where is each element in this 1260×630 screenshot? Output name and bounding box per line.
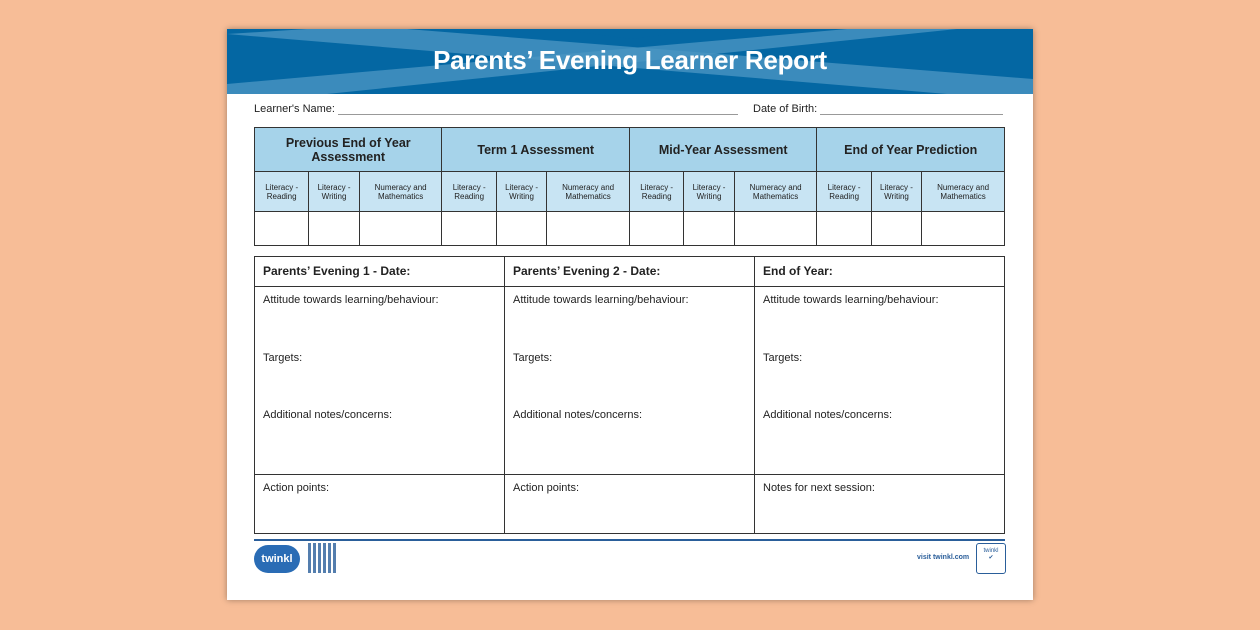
grade-cell[interactable] <box>547 212 630 246</box>
footer-divider <box>254 539 1005 541</box>
grade-cell[interactable] <box>922 212 1005 246</box>
notes-column-heading: Parents’ Evening 2 - Date: <box>505 257 755 287</box>
notes-column-heading: Parents’ Evening 1 - Date: <box>255 257 505 287</box>
notes-cell[interactable] <box>255 287 505 475</box>
badge-label: twinkl <box>983 548 999 554</box>
page-title: Parents’ Evening Learner Report <box>433 45 827 75</box>
dob-field[interactable] <box>753 103 1003 115</box>
notes-column-heading: End of Year: <box>755 257 1005 287</box>
grade-cell[interactable] <box>871 212 921 246</box>
learner-name-label: Learner's Name: <box>254 103 335 115</box>
subject-header: Numeracy and Mathematics <box>734 172 817 212</box>
subject-header: Literacy - Reading <box>629 172 683 212</box>
notes-prompt: Attitude towards learning/behaviour: <box>763 294 939 306</box>
notes-prompt: Targets: <box>263 351 303 364</box>
subject-header: Numeracy and Mathematics <box>359 172 442 212</box>
subject-header: Literacy - Writing <box>871 172 921 212</box>
notes-prompt: Additional notes/concerns: <box>763 409 893 421</box>
notes-prompt: Targets: <box>513 351 553 364</box>
notes-prompt: Targets: <box>763 351 803 364</box>
notes-prompt: Attitude towards learning/behaviour: <box>263 294 439 306</box>
quality-badge <box>976 543 1006 574</box>
notes-cell[interactable] <box>755 287 1005 475</box>
notes-prompt: Attitude towards learning/behaviour: <box>513 294 689 306</box>
subject-header: Literacy - Reading <box>817 172 871 212</box>
visit-link[interactable]: visit twinkl.com <box>917 554 970 561</box>
worksheet-page <box>227 29 1033 600</box>
grade-cell[interactable] <box>629 212 683 246</box>
grade-cell[interactable] <box>496 212 546 246</box>
grade-cell[interactable] <box>684 212 734 246</box>
assessment-group-header: Mid-Year Assessment <box>629 128 816 172</box>
subject-header: Literacy - Reading <box>442 172 496 212</box>
notes-prompt: Additional notes/concerns: <box>263 409 393 421</box>
grade-cell[interactable] <box>442 212 496 246</box>
assessment-group-header: End of Year Prediction <box>817 128 1005 172</box>
qr-code <box>308 543 338 573</box>
grade-cell[interactable] <box>734 212 817 246</box>
notes-footer-cell[interactable]: Notes for next session: <box>755 474 1005 533</box>
notes-prompt: Additional notes/concerns: <box>513 409 643 421</box>
twinkl-logo: twinkl <box>254 545 300 573</box>
subject-header: Numeracy and Mathematics <box>922 172 1005 212</box>
check-icon: ✔ <box>988 555 994 561</box>
grade-cell[interactable] <box>817 212 871 246</box>
subject-header: Literacy - Writing <box>496 172 546 212</box>
grade-cell[interactable] <box>359 212 442 246</box>
grade-cell[interactable] <box>309 212 359 246</box>
subject-header: Literacy - Writing <box>309 172 359 212</box>
subject-header: Literacy - Reading <box>255 172 309 212</box>
notes-footer-cell[interactable]: Action points: <box>255 474 505 533</box>
assessment-table <box>254 127 1005 246</box>
dob-line[interactable] <box>820 104 1003 115</box>
learner-name-line[interactable] <box>338 104 738 115</box>
grade-cell[interactable] <box>255 212 309 246</box>
subject-header: Literacy - Writing <box>684 172 734 212</box>
learner-name-field[interactable] <box>254 103 738 115</box>
assessment-group-header: Previous End of Year Assessment <box>255 128 442 172</box>
notes-cell[interactable] <box>505 287 755 475</box>
subject-header: Numeracy and Mathematics <box>547 172 630 212</box>
assessment-group-header: Term 1 Assessment <box>442 128 629 172</box>
title-banner <box>227 29 1033 94</box>
notes-table <box>254 256 1005 534</box>
dob-label: Date of Birth: <box>753 103 818 115</box>
notes-footer-cell[interactable]: Action points: <box>505 474 755 533</box>
